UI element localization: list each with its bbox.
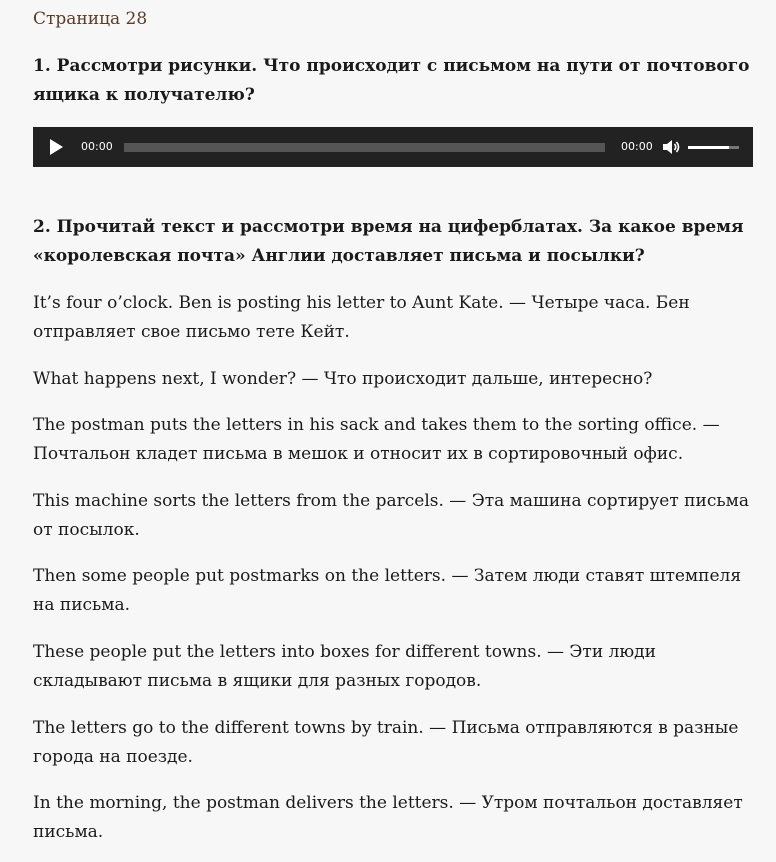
audio-player [33,127,753,167]
page-number-label: Страница 28 [33,9,148,29]
volume-slider[interactable] [688,146,739,149]
audio-progress-bar[interactable] [124,143,605,152]
question-2: 2. Прочитай текст и рассмотри время на циферблатах. За какое время «королевская почта» Англии доставляет письма и посылки? [33,217,744,266]
paragraph: In the morning, the postman delivers the letters. — Утром почтальон доставляет письма. [33,793,743,842]
paragraph: This machine sorts the letters from the parcels. — Эта машина сортирует письма от посылок. [33,491,749,540]
total-time: 00:00 [621,140,653,153]
paragraph: The postman puts the letters in his sack and takes them to the sorting office. — Почтальон кладет письма в мешок и относит их в сортировочный офис. [33,415,720,464]
question-1: 1. Рассмотри рисунки. Что происходит с письмом на пути от почтового ящика к получателю? [33,56,750,105]
paragraph: Then some people put postmarks on the letters. — Затем люди ставят штемпеля на письма. [33,566,742,615]
play-icon[interactable] [47,138,65,156]
volume-level-fill [688,146,729,149]
current-time: 00:00 [81,140,113,153]
paragraph: It’s four o’clock. Ben is posting his letter to Aunt Kate. — Четыре часа. Бен отправляет свое письмо тете Кейт. [33,293,690,342]
speaker-icon[interactable] [661,137,681,157]
paragraph: What happens next, I wonder? — Что происходит дальше, интересно? [33,369,653,389]
paragraph: The letters go to the different towns by train. — Письма отправляются в разные города на поезде. [33,718,739,767]
paragraph: These people put the letters into boxes for different towns. — Эти люди складывают письма в ящики для разных городов. [33,642,656,691]
